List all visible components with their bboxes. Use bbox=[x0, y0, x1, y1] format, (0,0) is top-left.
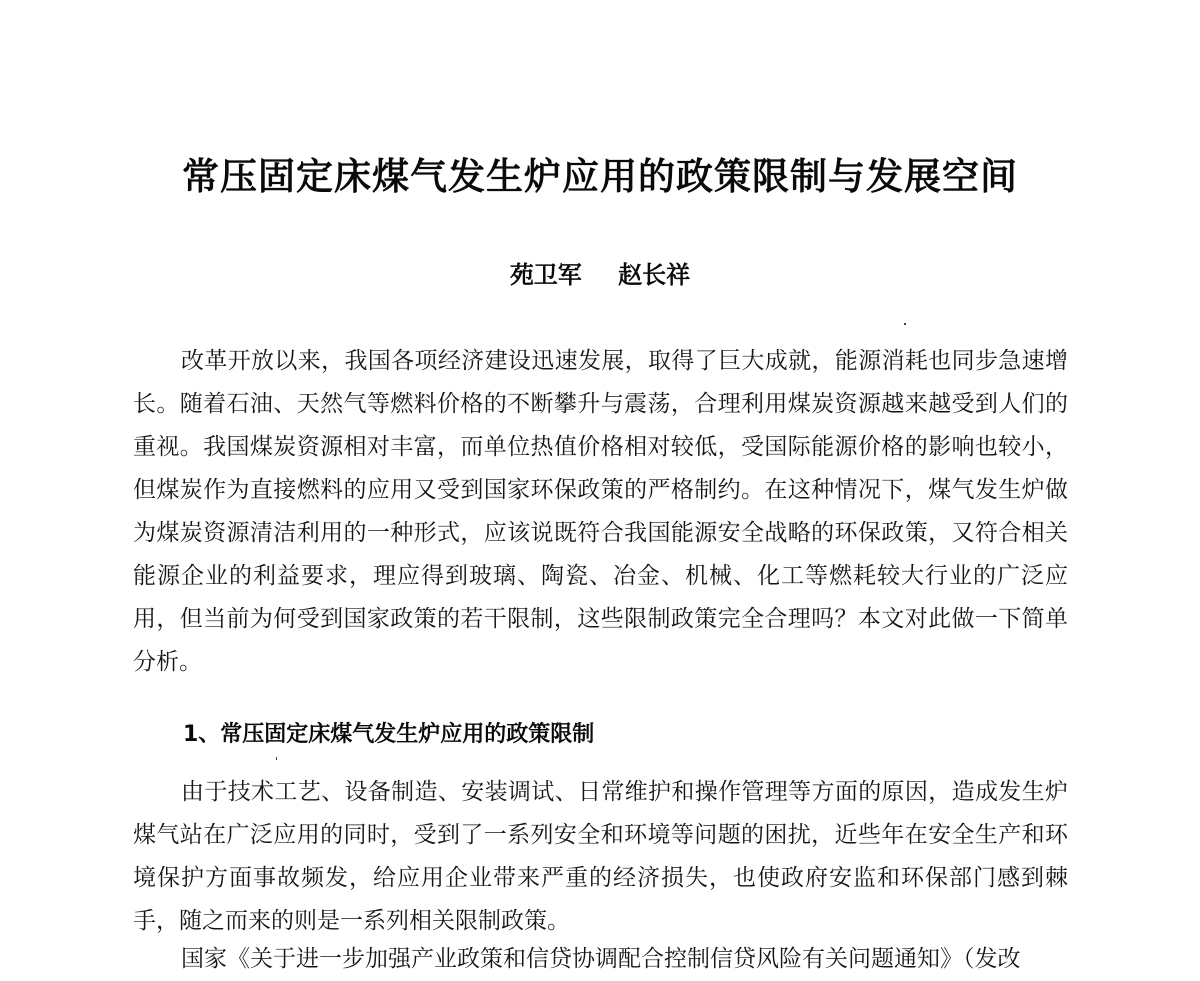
scan-speck bbox=[276, 757, 277, 760]
author-list bbox=[0, 255, 1200, 290]
section-paragraph: 由于技术工艺、设备制造、安装调试、日常维护和操作管理等方面的原因，造成发生炉煤气站在广泛应用的同时，受到了一系列安全和环境等问题的困扰，近些年在安全生产和环境保护方面事故频发，给应用企业带来严重的经济损失，也使政府安监和环保部门感到棘手，随之而来的则是一系列相关限制政策。 bbox=[133, 779, 1068, 934]
intro-paragraph: 改革开放以来，我国各项经济建设迅速发展，取得了巨大成就，能源消耗也同步急速增长。随着石油、天然气等燃料价格的不断攀升与震荡，合理利用煤炭资源越来越受到人们的重视。我国煤炭资源相对丰富，而单位热值价格相对较低，受国际能源价格的影响也较小，但煤炭作为直接燃料的应用又受到国家环保政策的严格制约。在这种情况下，煤气发生炉做为煤炭资源清洁利用的一种形式，应该说既符合我国能源安全战略的环保政策，又符合相关能源企业的利益要求，理应得到玻璃、陶瓷、冶金、机械、化工等燃耗较大行业的广泛应用，但当前为何受到国家政策的若干限制，这些限制政策完全合理吗？本文对此做一下简单分析。 bbox=[133, 348, 1068, 675]
author-name: 苑卫军 bbox=[509, 260, 582, 289]
scan-speck bbox=[904, 323, 906, 325]
truncated-paragraph: 国家《关于进一步加强产业政策和信贷协调配合控制信贷风险有关问题通知》（发改 bbox=[181, 946, 1021, 972]
author-name: 赵长祥 bbox=[618, 260, 691, 289]
section-heading: 1、常压固定床煤气发生炉应用的政策限制 bbox=[183, 722, 595, 747]
paper-title: 常压固定床煤气发生炉应用的政策限制与发展空间 bbox=[182, 155, 1018, 198]
